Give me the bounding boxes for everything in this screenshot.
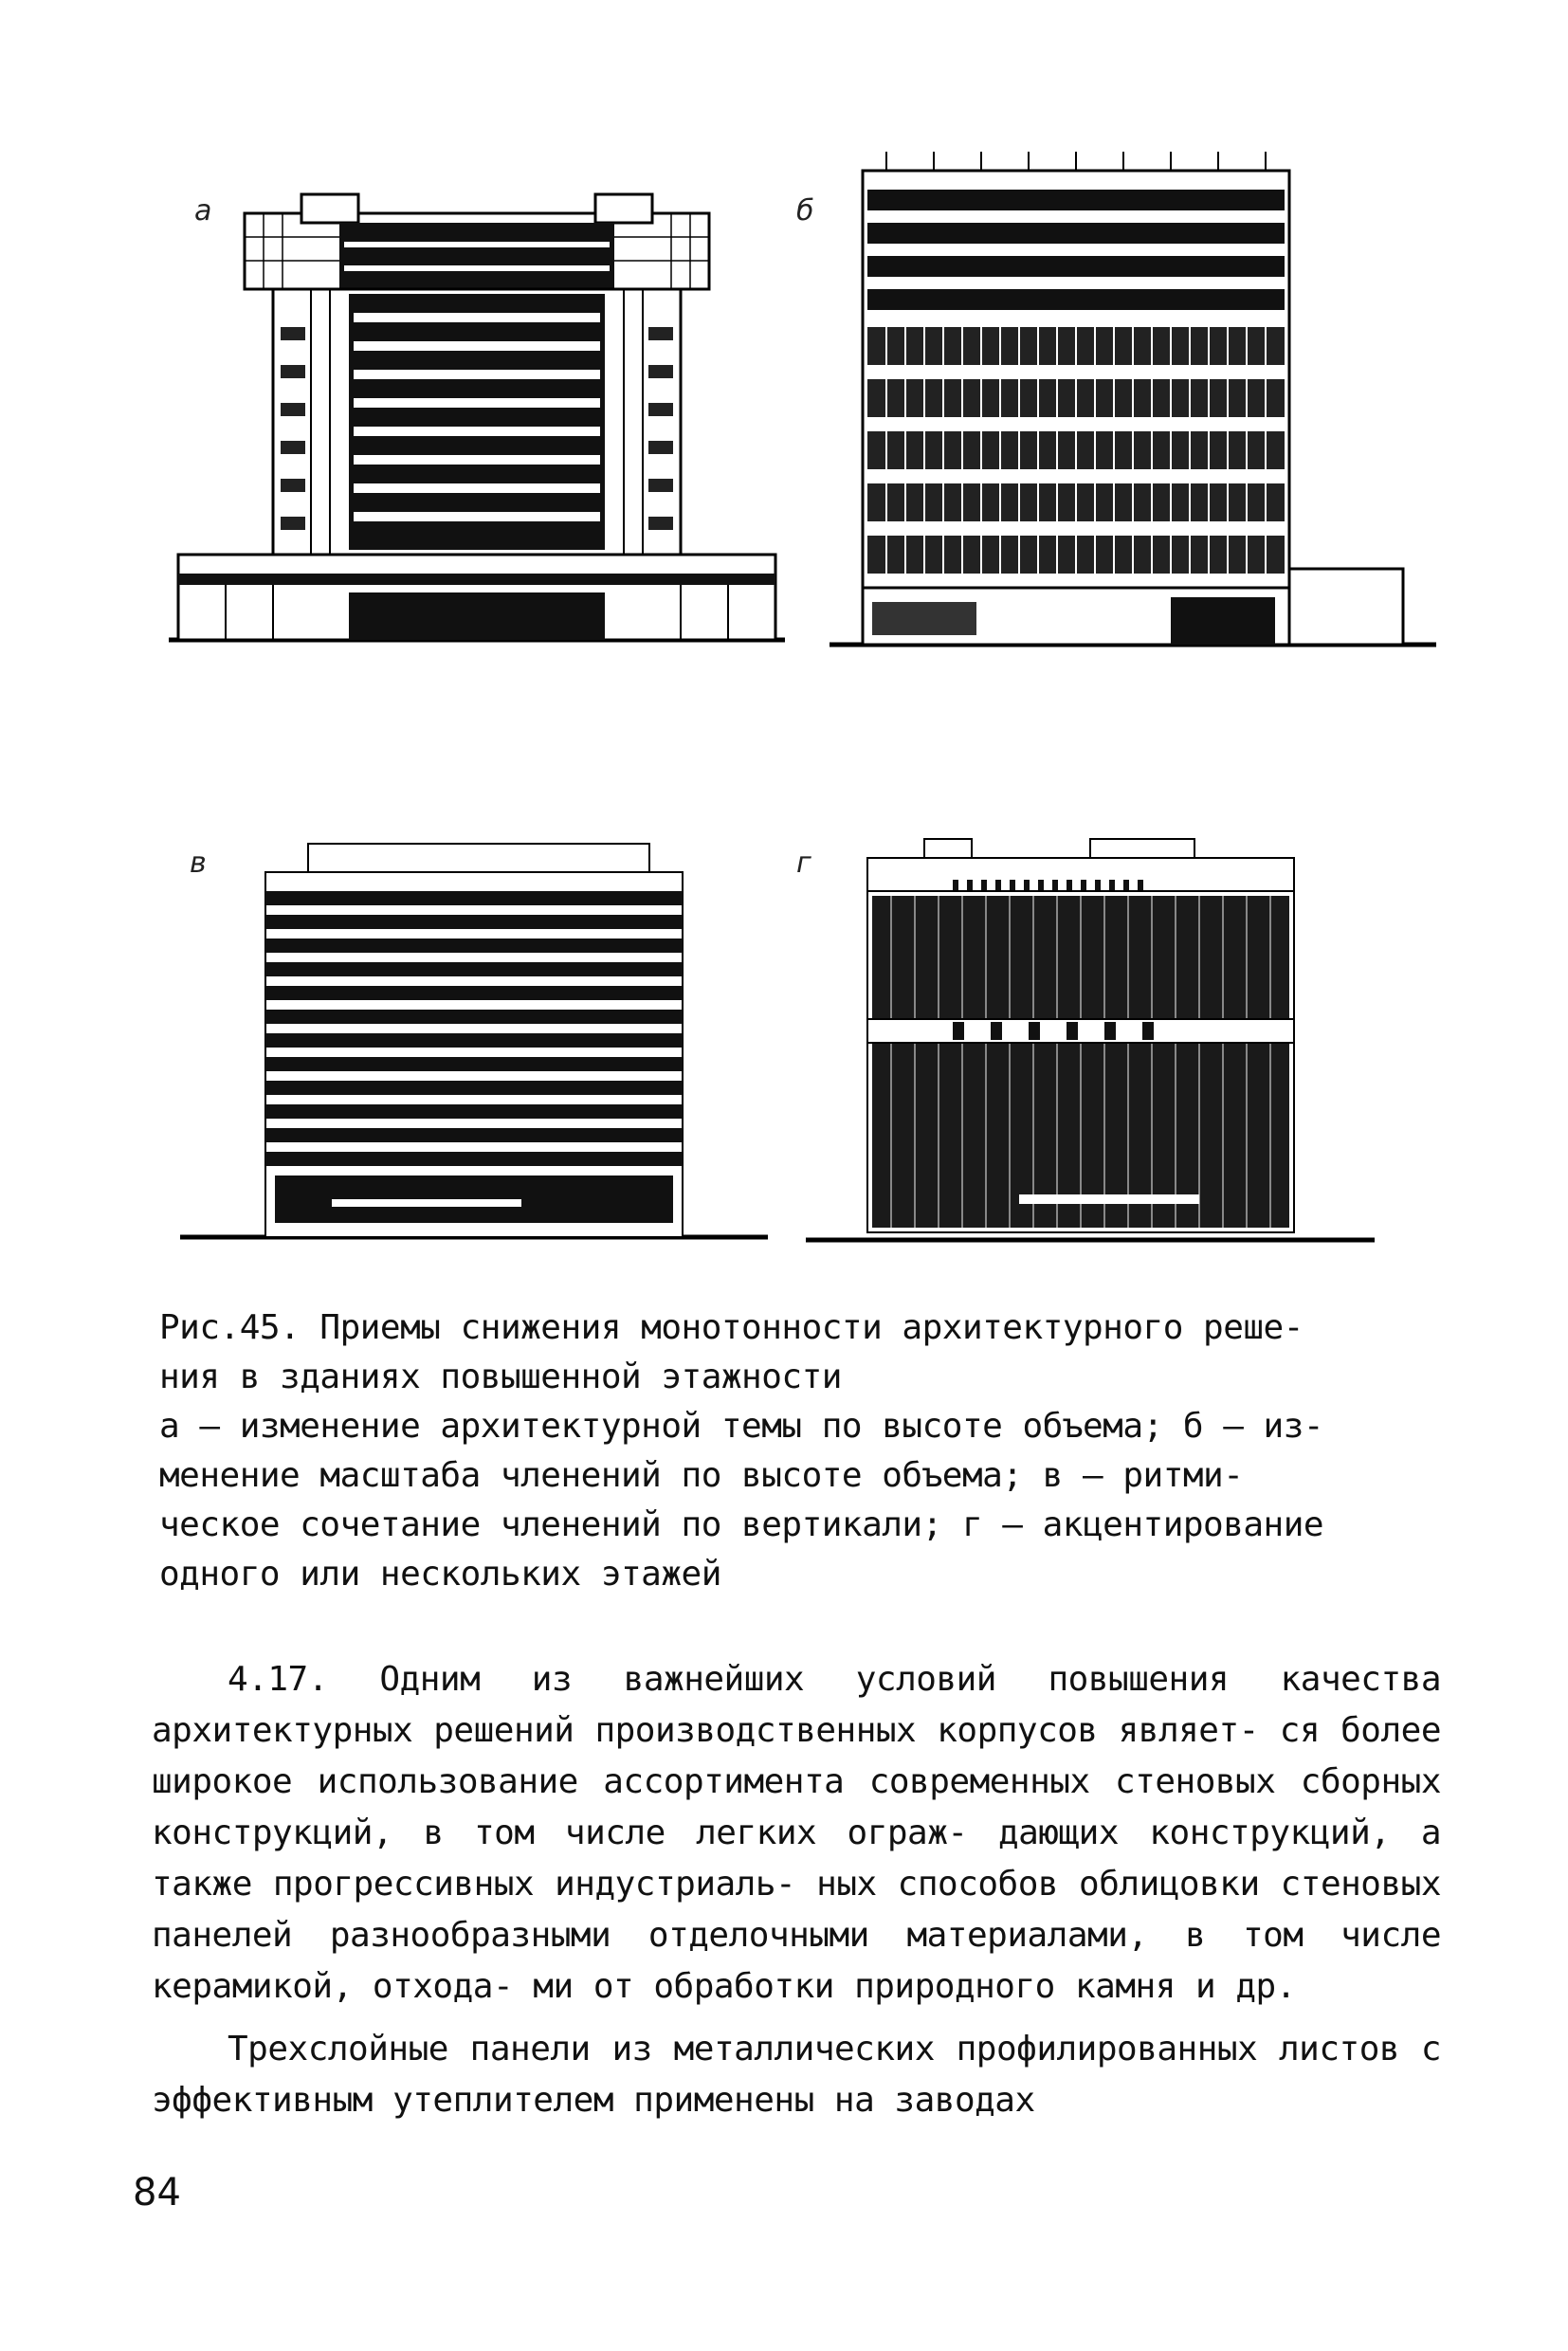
facade-drawing-v [180, 839, 768, 1247]
caption-line: Рис.45. Приемы снижения монотонности архитектурного реше- [159, 1308, 1304, 1347]
panel-label-a: а [194, 194, 212, 228]
paragraph: 4.17. Одним из важнейших условий повышения качества архитектурных решений производственных корпусов являет- ся более широкое использование ассортимента современных стеновых сборных конструкций, в том числе легких ограж- дающих конструкций, а также прогрессивных индустриаль- ных способов облицовки стеновых панелей разнообразными отделочными материалами, в том числе керамикой, отхода- ми от обработки природного камня и др. [152, 1660, 1441, 2006]
caption-line: ния в зданиях повышенной этажности [159, 1358, 842, 1396]
panel-label-g: г [796, 847, 811, 880]
facade-drawing-g [806, 834, 1375, 1247]
body-text [152, 1654, 1441, 2138]
figure-caption [159, 1303, 1449, 1599]
caption-line: одного или нескольких этажей [159, 1555, 721, 1594]
caption-line: менение масштаба членений по высоте объема; в – ритми- [159, 1456, 1244, 1495]
facade-drawing-a [169, 185, 785, 649]
panel-label-b: б [796, 194, 814, 228]
panel-label-v: в [190, 847, 207, 880]
caption-line: а – изменение архитектурной темы по высоте объема; б – из- [159, 1407, 1324, 1446]
page-number: 84 [133, 2171, 181, 2214]
caption-line: ческое сочетание членений по вертикали; г – акцентирование [159, 1505, 1324, 1544]
paragraph: Трехслойные панели из металлических профилированных листов с эффективным утеплителем применены на заводах [152, 2030, 1441, 2120]
facade-drawing-b [830, 152, 1436, 654]
